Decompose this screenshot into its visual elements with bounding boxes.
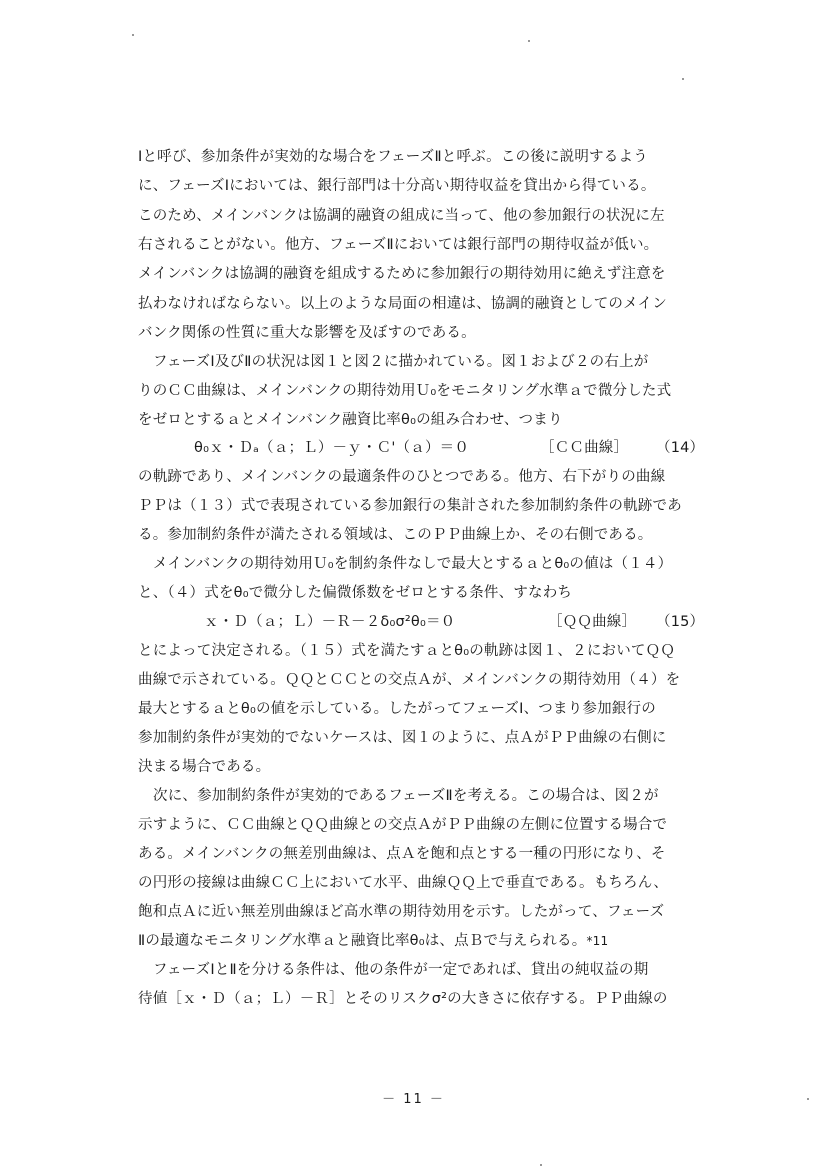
paragraph-line: 曲線で示されている。ＱＱとＣＣとの交点Ａが、メインバンクの期待効用（４）を: [138, 672, 681, 688]
paragraph-line: と、（４）式をθ₀で微分した偏微係数をゼロとする条件、すなわち: [138, 585, 573, 601]
paragraph-line: る。参加制約条件が満たされる領域は、このＰＰ曲線上か、その右側である。: [138, 527, 653, 543]
equation-tag: ［ＣＣ曲線］: [540, 440, 629, 456]
scan-speck: [807, 1098, 809, 1100]
paragraph-line: をゼロとするａとメインバンク融資比率θ₀の組み合わせ、つまり: [138, 412, 563, 428]
paragraph-line: 右されることがない。他方、フェーズⅡにおいては銀行部門の期待収益が低い。: [138, 237, 659, 253]
equation-expression: θ₀ｘ・Ｄₐ（ａ；Ｌ）－ｙ・Ｃ'（ａ）＝０: [194, 440, 470, 456]
paragraph-line: の円形の接線は曲線ＣＣ上において水平、曲線ＱＱ上で垂直である。もちろん、: [138, 875, 669, 891]
paragraph-line-text: Ⅱの最適なモニタリング水準ａと融資比率θ₀は、点Ｂで与えられる。: [138, 933, 587, 949]
paragraph-line: [138, 927, 698, 955]
paragraph-line: 払わなければならない。以上のような局面の相違は、協調的融資としてのメイン: [138, 296, 667, 312]
paragraph-line: メインバンクは協調的融資を組成するために参加銀行の期待効用に絶えず注意を: [138, 266, 666, 282]
paragraph-line: りのＣＣ曲線は、メインバンクの期待効用Ｕ₀をモニタリング水準ａで微分した式: [138, 383, 672, 399]
paragraph-line: Ⅰと呼び、参加条件が実効的な場合をフェーズⅡと呼ぶ。この後に説明するよう: [138, 149, 648, 165]
equation-expression: ｘ・Ｄ（ａ；Ｌ）－Ｒ－２δ₀σ²θ₀＝０: [204, 614, 456, 630]
paragraph-line: 待値［ｘ・Ｄ（ａ；Ｌ）－Ｒ］とそのリスクσ²の大きさに依存する。ＰＰ曲線の: [138, 991, 668, 1007]
paragraph-line: 次に、参加制約条件が実効的であるフェーズⅡを考える。この場合は、図２が: [153, 788, 659, 804]
paragraph-line: フェーズⅠとⅡを分ける条件は、他の条件が一定であれば、貸出の純収益の期: [153, 962, 649, 978]
scan-speck: [132, 34, 134, 36]
equation-tag: ［ＱＱ曲線］: [548, 614, 637, 630]
equation-number: （14）: [656, 440, 705, 456]
scan-speck: [682, 78, 684, 80]
scan-speck: [540, 1164, 542, 1166]
paragraph-line: メインバンクの期待効用Ｕ₀を制約条件なしで最大とするａとθ₀の値は（１４）: [153, 556, 673, 572]
equation-qq: [138, 608, 705, 636]
paragraph-line: ＰＰは（１３）式で表現されている参加銀行の集計された参加制約条件の軌跡であ: [138, 498, 682, 514]
paragraph-line: ある。メインバンクの無差別曲線は、点Ａを飽和点とする一種の円形になり、そ: [138, 846, 666, 862]
footnote-mark: *11: [586, 934, 609, 948]
scan-speck: [528, 40, 530, 42]
paragraph-line: 参加制約条件が実効的でないケースは、図１のように、点ＡがＰＰ曲線の右側に: [138, 730, 667, 746]
paragraph-line: 飽和点Ａに近い無差別曲線ほど高水準の期待効用を示す。したがって、フェーズ: [138, 904, 665, 920]
paragraph-line: フェーズⅠ及びⅡの状況は図１と図２に描かれている。図１および２の右上が: [153, 354, 649, 370]
paragraph-line: とによって決定される。（１５）式を満たすａとθ₀の軌跡は図１、２においてＱＱ: [138, 643, 676, 659]
paragraph-line: 示すように、ＣＣ曲線とＱＱ曲線との交点ＡがＰＰ曲線の左側に位置する場合で: [138, 817, 668, 833]
paragraph-line: 最大とするａとθ₀の値を示している。したがってフェーズⅠ、つまり参加銀行の: [138, 701, 656, 717]
paragraph-line: このため、メインバンクは協調的融資の組成に当って、他の参加銀行の状況に左: [138, 208, 665, 224]
paragraph-line: の軌跡であり、メインバンクの最適条件のひとつである。他方、右下がりの曲線: [138, 469, 666, 485]
equation-cc: [138, 434, 705, 462]
paragraph-line: 決まる場合である。: [138, 759, 271, 775]
paragraph-line: バンク関係の性質に重大な影響を及ぼすのである。: [138, 325, 476, 341]
equation-number: （15）: [656, 614, 705, 630]
page-number: － 11 －: [382, 1092, 445, 1107]
paragraph-line: に、フェーズⅠにおいては、銀行部門は十分高い期待収益を貸出から得ている。: [138, 178, 656, 194]
